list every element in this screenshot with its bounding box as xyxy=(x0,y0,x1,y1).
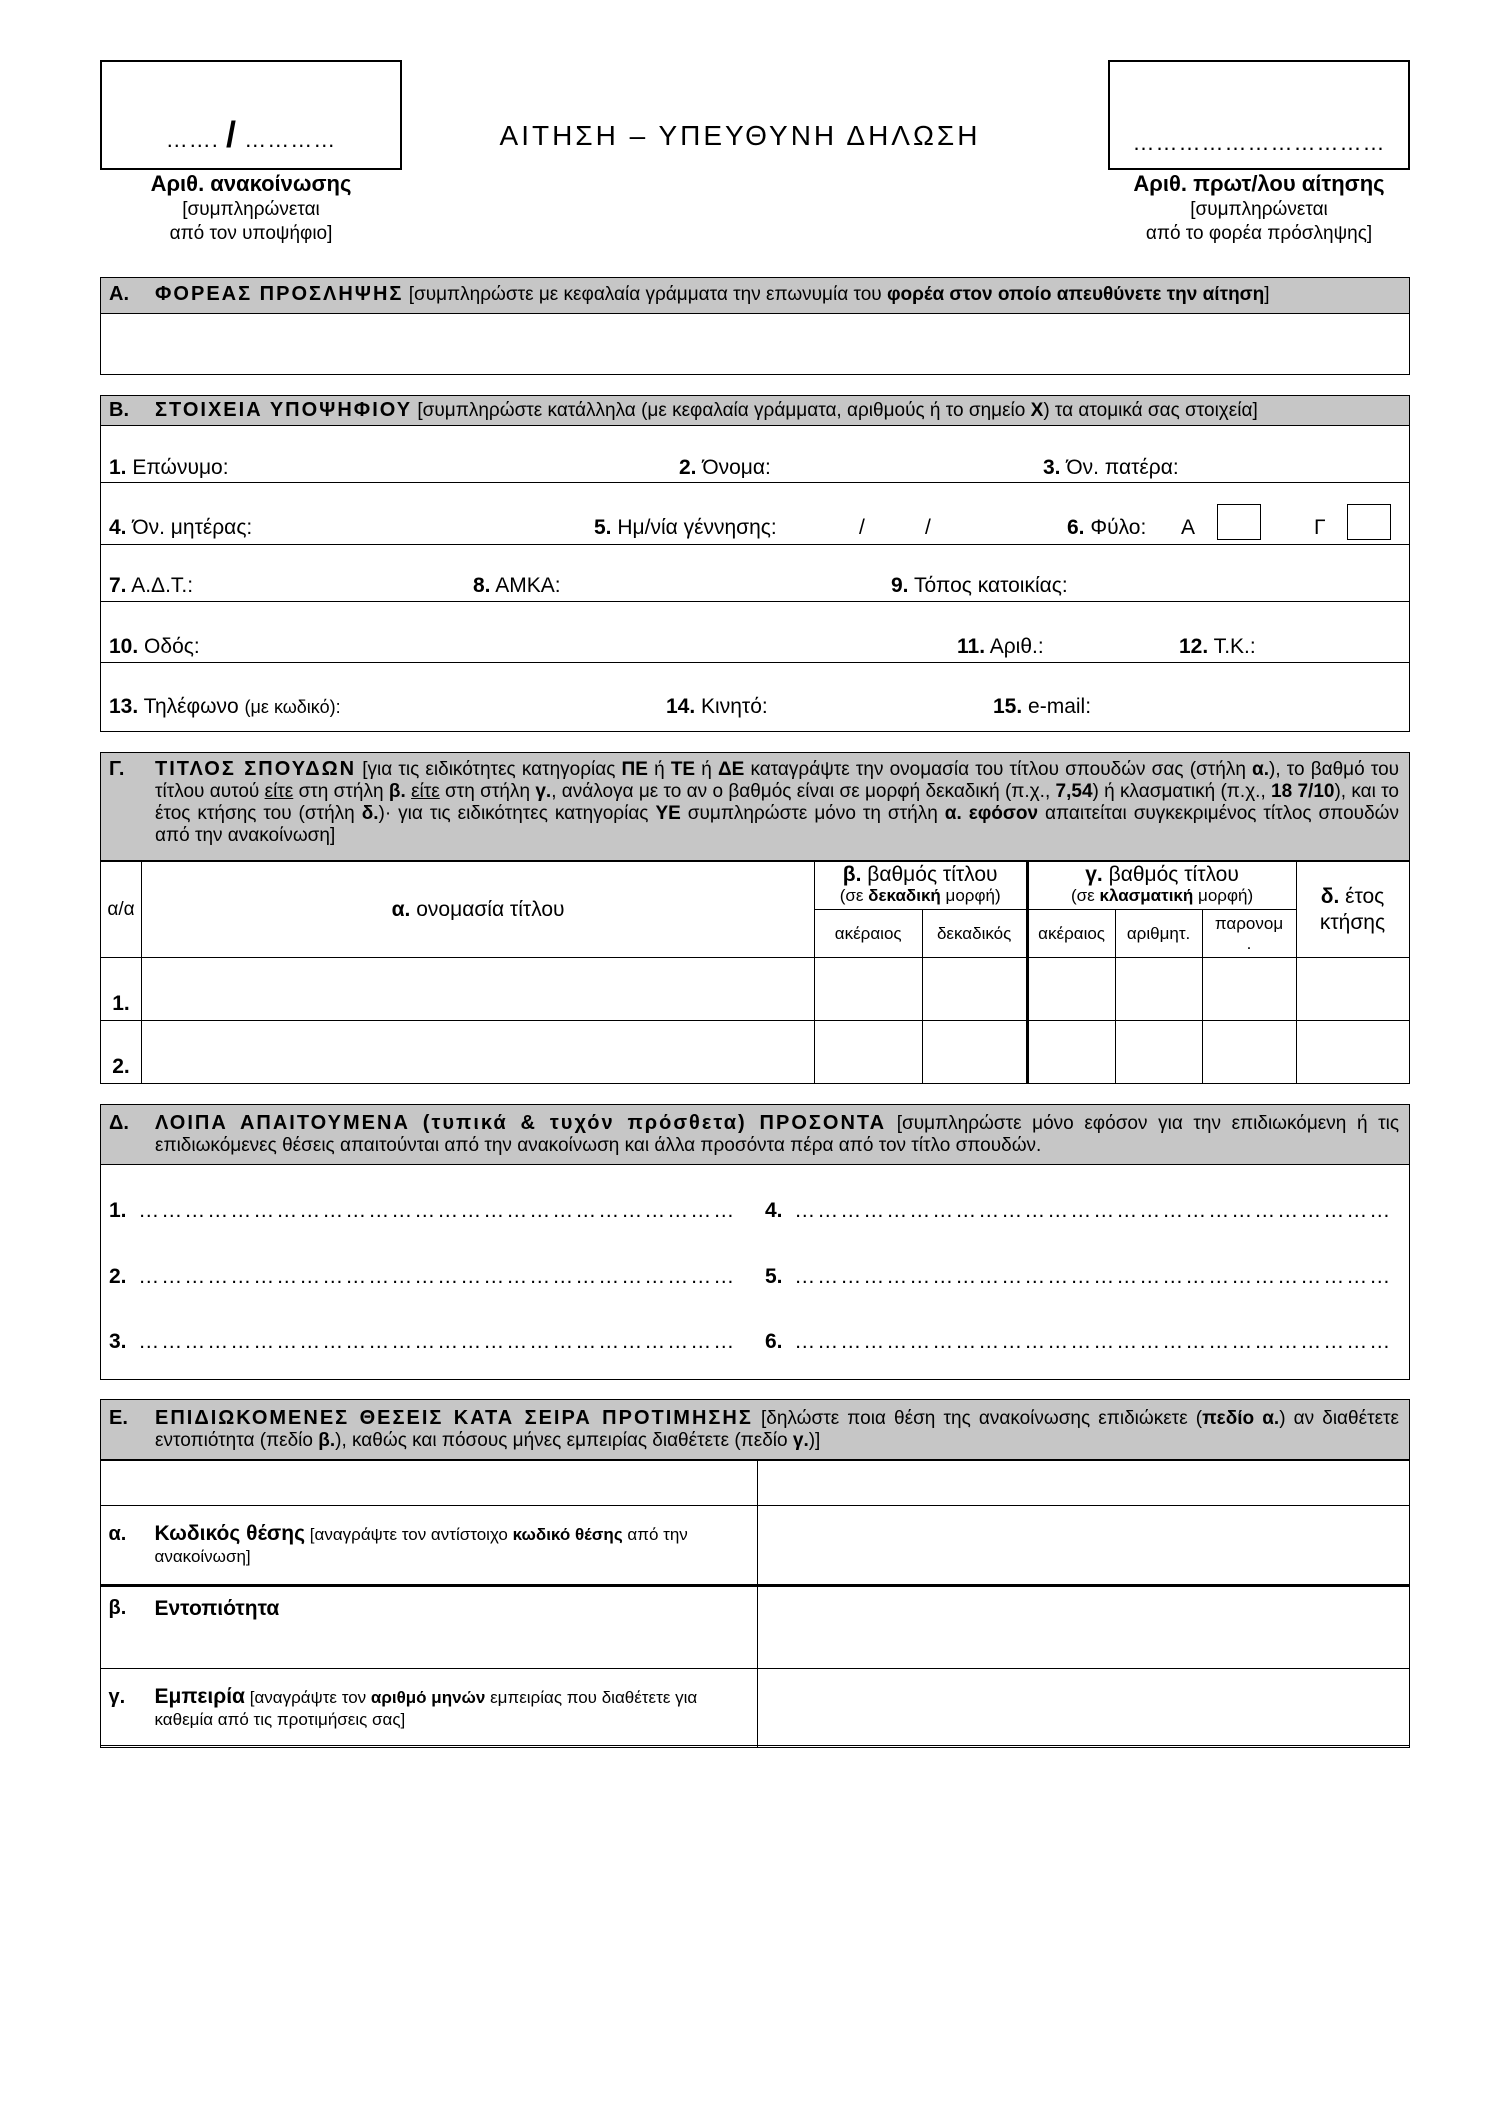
note-text: στη στήλη xyxy=(293,781,389,802)
row-text xyxy=(155,1686,750,1731)
section-letter: Α. xyxy=(109,283,129,305)
field-number: 14. xyxy=(666,695,696,718)
row-note: [αναγράψτε τον αντίστοιχο xyxy=(309,1524,508,1544)
note-text: απαιτείται συγκεκριμένος τίτλος σπουδών από την ανακοίνωση] xyxy=(155,803,1399,846)
section-letter: Β. xyxy=(109,399,129,421)
field-number: 15. xyxy=(993,695,1023,718)
note-bold: ΔΕ xyxy=(717,759,745,780)
section-d-header xyxy=(101,1105,1409,1165)
announcement-number-dots-a: ……. xyxy=(165,127,219,152)
field-label: Τ.Κ.: xyxy=(1213,635,1256,658)
caption-line: [συμπληρώνεται xyxy=(182,199,320,220)
title-name-cell[interactable] xyxy=(142,958,814,1021)
note-text xyxy=(962,803,969,824)
qualification-item-4[interactable] xyxy=(765,1199,1392,1223)
section-g-degree xyxy=(100,752,1410,1084)
row-letter: α. xyxy=(108,1522,127,1545)
field-label: Οδός: xyxy=(144,635,200,658)
field-number: 5. xyxy=(594,516,612,539)
field-number: 7. xyxy=(109,574,127,597)
note-text: ) ή κλασματική (π.χ., xyxy=(1092,781,1272,802)
fraction-int-cell[interactable] xyxy=(1027,1021,1115,1084)
section-title: ΣΤΟΙΧΕΙΑ ΥΠΟΨΗΦΙΟΥ xyxy=(155,399,413,421)
sub-header-numerator: αριθμητ. xyxy=(1115,910,1202,958)
field-label: Όν. πατέρα: xyxy=(1066,456,1179,479)
row-number: 2. xyxy=(100,1021,142,1084)
qualification-item-1[interactable] xyxy=(109,1199,736,1223)
note-text: ), το βαθμό του τίτλου αυτού xyxy=(155,759,1400,802)
residence-field[interactable] xyxy=(891,574,1068,598)
note-bold: 18 7/10 xyxy=(1271,781,1335,802)
fraction-num-cell[interactable] xyxy=(1115,1021,1202,1084)
col-letter: α. xyxy=(391,897,411,921)
id-card-field[interactable] xyxy=(109,574,193,598)
field-number: 11. xyxy=(957,635,986,658)
mother-name-field[interactable] xyxy=(109,516,252,540)
sub-header-integer: ακέραιος xyxy=(814,910,922,958)
section-title: ΤΙΤΛΟΣ ΣΠΟΥΔΩΝ xyxy=(155,758,357,780)
item-dots: …………………………………………………………………… xyxy=(794,1330,1393,1353)
section-title: ΕΠΙΔΙΩΚΟΜΕΝΕΣ ΘΕΣΕΙΣ ΚΑΤΑ ΣΕΙΡΑ ΠΡΟΤΙΜΗΣΗΣ xyxy=(155,1407,753,1429)
field-label: Όνομα: xyxy=(702,456,771,479)
year-cell[interactable] xyxy=(1296,958,1409,1021)
field-label: Τόπος κατοικίας: xyxy=(913,574,1068,597)
note-text: [για τις ειδικότητες κατηγορίας xyxy=(362,759,622,780)
col-label: βαθμός τίτλου xyxy=(867,863,998,886)
section-letter: Γ. xyxy=(109,758,125,780)
decimal-dec-cell[interactable] xyxy=(922,958,1027,1021)
qualification-item-3[interactable] xyxy=(109,1330,736,1354)
note-bold: α. xyxy=(944,803,962,824)
phone-field[interactable] xyxy=(109,695,341,719)
postal-code-field[interactable] xyxy=(1179,635,1256,659)
candidate-row-4 xyxy=(101,602,1409,663)
table-row xyxy=(100,958,1409,1021)
announcement-number-caption xyxy=(100,172,402,246)
section-letter: Δ. xyxy=(109,1112,129,1134)
caption-line: από το φορέα πρόσληψης] xyxy=(1145,223,1373,244)
note-bold: β. xyxy=(388,781,406,802)
fraction-num-cell[interactable] xyxy=(1115,958,1202,1021)
announcement-number-slash: / xyxy=(226,114,238,155)
birth-date-separator: / xyxy=(925,516,931,539)
protocol-number-caption xyxy=(1108,172,1410,246)
col-header-year xyxy=(1296,862,1409,958)
note-text: [δηλώστε ποια θέση της ανακοίνωσης επιδιώκετε ( xyxy=(761,1408,1203,1429)
field-number: 13. xyxy=(109,695,139,718)
gender-male-checkbox[interactable] xyxy=(1217,504,1261,540)
fraction-den-cell[interactable] xyxy=(1202,958,1296,1021)
col-header-decimal-grade xyxy=(814,862,1027,910)
section-note: [συμπληρώστε με κεφαλαία γράμματα την επωνυμία του xyxy=(408,284,882,305)
field-number: 3. xyxy=(1043,456,1061,479)
experience-label xyxy=(100,1669,758,1748)
field-number: 9. xyxy=(891,574,909,597)
year-cell[interactable] xyxy=(1296,1021,1409,1084)
field-label: e-mail: xyxy=(1028,695,1092,718)
item-number: 1. xyxy=(109,1199,127,1222)
field-label: Α.Δ.Τ.: xyxy=(131,574,194,597)
birth-date-field[interactable] xyxy=(594,516,777,540)
field-number: 4. xyxy=(109,516,127,539)
row-text xyxy=(155,1523,750,1568)
document-title: ΑΙΤΗΣΗ – ΥΠΕΥΘΥΝΗ ΔΗΛΩΣΗ xyxy=(499,120,981,151)
field-number: 10. xyxy=(109,635,139,658)
section-title: ΦΟΡΕΑΣ ΠΡΟΣΛΗΨΗΣ xyxy=(155,283,404,305)
field-label: Αριθ.: xyxy=(989,635,1044,658)
note-text: συμπληρώστε xyxy=(680,803,815,824)
announcement-number-dots-b: ………… xyxy=(244,127,337,152)
item-dots: …………………………………………………………………… xyxy=(794,1265,1393,1288)
item-dots: …………………………………………………………………… xyxy=(138,1330,737,1353)
qualification-item-5[interactable] xyxy=(765,1265,1392,1289)
note-text: στη στήλη xyxy=(439,781,536,802)
section-e-positions xyxy=(100,1399,1410,1746)
fraction-den-cell[interactable] xyxy=(1202,1021,1296,1084)
decimal-int-cell[interactable] xyxy=(814,1021,922,1084)
row-note-bold: αριθμό μηνών xyxy=(370,1687,486,1707)
item-dots: …………………………………………………………………… xyxy=(138,1265,737,1288)
item-number: 5. xyxy=(765,1265,783,1288)
section-note xyxy=(155,758,1399,847)
section-title: ΛΟΙΠΑ ΑΠΑΙΤΟΥΜΕΝΑ (τυπικά & τυχόν πρόσθετα) ΠΡΟΣΟΝΤΑ xyxy=(155,1112,887,1134)
note-text: ή xyxy=(695,759,718,780)
note-bold: εφόσον xyxy=(968,803,1039,824)
note-bold: 7,54 xyxy=(1055,781,1093,802)
first-name-field[interactable] xyxy=(679,456,771,480)
announcement-number-slot xyxy=(102,114,400,156)
section-e-header xyxy=(101,1400,1409,1460)
position-code-row xyxy=(100,1506,1409,1586)
gender-female-label: Γ xyxy=(1314,516,1326,539)
field-number: 8. xyxy=(473,574,491,597)
note-bold: ΤΕ xyxy=(670,759,696,780)
item-number: 6. xyxy=(765,1330,783,1353)
note-bold: β. xyxy=(318,1430,336,1451)
field-label: ΑΜΚΑ: xyxy=(495,574,561,597)
row-letter: γ. xyxy=(108,1685,126,1708)
note-text: ) αν διαθέτετε εντοπιότητα (πεδίο xyxy=(155,1408,1400,1451)
application-protocol-box[interactable] xyxy=(1108,60,1410,170)
section-a-employer xyxy=(100,277,1410,375)
note-text: , ανάλογα με το αν ο βαθμός είναι σε μορφή δεκαδική (π.χ., xyxy=(551,781,1056,802)
note-bold: γ. xyxy=(535,781,552,802)
sub-header-text: . xyxy=(1246,933,1252,953)
candidate-row-3 xyxy=(101,545,1409,602)
caption-line: [συμπληρώνεται xyxy=(1190,199,1328,220)
note-text: τη στήλη xyxy=(855,803,945,824)
amka-field[interactable] xyxy=(473,574,561,598)
section-b-header xyxy=(101,396,1409,426)
sub-header-denominator xyxy=(1202,910,1296,958)
section-note xyxy=(155,1407,1399,1452)
qualification-item-2[interactable] xyxy=(109,1265,736,1289)
col-sub: μορφή) xyxy=(945,886,1001,905)
item-number: 3. xyxy=(109,1330,127,1353)
item-dots: …………………………………………………………………… xyxy=(138,1199,737,1222)
row-note: από την ανακοίνωση] xyxy=(154,1524,688,1566)
surname-field[interactable] xyxy=(109,456,229,480)
section-note: ] xyxy=(1264,284,1270,305)
field-label: Φύλο: xyxy=(1090,516,1147,539)
note-text: ), καθώς και πόσους μήνες εμπειρίας διαθέτετε (πεδίο xyxy=(335,1430,793,1451)
row-title: Εντοπιότητα xyxy=(154,1597,280,1620)
col-letter: γ. xyxy=(1085,863,1103,886)
col-sub: (σε xyxy=(839,886,864,905)
field-label: Επώνυμο: xyxy=(132,456,229,479)
employer-name-field[interactable] xyxy=(101,314,1409,374)
blank-cell xyxy=(100,1461,758,1506)
note-text: )] xyxy=(808,1430,821,1451)
col-header-aa: α/α xyxy=(100,862,142,958)
section-b-candidate xyxy=(100,395,1410,732)
table-row xyxy=(100,1021,1409,1084)
title-name-cell[interactable] xyxy=(142,1021,814,1084)
field-number: 12. xyxy=(1179,635,1209,658)
protocol-number-slot: …………………………… xyxy=(1132,130,1386,155)
qualification-item-6[interactable] xyxy=(765,1330,1392,1354)
col-label: βαθμός τίτλου xyxy=(1108,863,1239,886)
section-note-bold: Χ xyxy=(1030,400,1044,421)
position-code-label xyxy=(100,1506,758,1586)
gender-female-checkbox[interactable] xyxy=(1347,504,1391,540)
col-label: κτήσης xyxy=(1319,910,1386,934)
row-letter: β. xyxy=(108,1597,127,1619)
section-d-qualifications xyxy=(100,1104,1410,1380)
note-bold: πεδίο α. xyxy=(1202,1408,1280,1429)
field-label: Όν. μητέρας: xyxy=(132,516,253,539)
positions-table xyxy=(100,1460,1410,1748)
col-header-title-name xyxy=(142,862,814,958)
col-letter: δ. xyxy=(1320,884,1340,908)
col-letter: β. xyxy=(842,863,862,886)
locality-row xyxy=(100,1586,1409,1669)
fraction-int-cell[interactable] xyxy=(1027,958,1115,1021)
field-number: 6. xyxy=(1067,516,1085,539)
field-label: Τηλέφωνο xyxy=(143,695,239,718)
row-note: εμπειρίας που διαθέτετε για καθεμία από τις προτιμήσεις σας] xyxy=(154,1687,698,1729)
note-text: ), και το έτος κτήσης του (στήλη xyxy=(155,781,1399,824)
decimal-dec-cell[interactable] xyxy=(922,1021,1027,1084)
col-sub: (σε xyxy=(1071,886,1095,905)
father-name-field[interactable] xyxy=(1043,456,1179,480)
section-note xyxy=(155,1112,1399,1157)
section-note: [συμπληρώστε κατάλληλα (με κεφαλαία γράμματα, αριθμούς ή το σημείο xyxy=(417,400,1026,421)
field-label: Κινητό: xyxy=(701,695,768,718)
gender-field xyxy=(1067,516,1146,540)
col-sub-bold: κλασματική xyxy=(1099,886,1194,905)
col-sub-bold: δεκαδική xyxy=(868,886,941,905)
field-number: 1. xyxy=(109,456,127,479)
experience-input[interactable] xyxy=(758,1669,1409,1748)
note-text: )· για τις ειδικότητες κατηγορίας xyxy=(378,803,656,824)
row-title: Κωδικός θέσης xyxy=(154,1521,306,1545)
note-bold: ΠΕ xyxy=(621,759,648,780)
row-note: [αναγράψτε τον xyxy=(249,1687,367,1707)
note-underline: είτε xyxy=(411,781,440,802)
blank-cell xyxy=(758,1461,1409,1506)
note-bold: δ. xyxy=(361,803,379,824)
note-text: μόνο xyxy=(814,803,856,824)
gender-male-label: Α xyxy=(1181,516,1196,539)
locality-input[interactable] xyxy=(758,1586,1409,1669)
col-header-fraction-grade xyxy=(1027,862,1296,910)
note-bold: ΥΕ xyxy=(655,803,681,824)
section-a-header xyxy=(101,278,1409,314)
locality-label xyxy=(100,1586,758,1669)
decimal-int-cell[interactable] xyxy=(814,958,922,1021)
col-label: έτος xyxy=(1345,884,1385,908)
candidate-row-1 xyxy=(101,426,1409,483)
street-number-field[interactable] xyxy=(957,635,1044,659)
col-sub: μορφή) xyxy=(1198,886,1254,905)
field-number: 2. xyxy=(679,456,697,479)
street-field[interactable] xyxy=(109,635,200,659)
note-bold: α. xyxy=(1252,759,1269,780)
section-note: ) τα ατομικά σας στοιχεία] xyxy=(1043,400,1258,421)
section-g-header xyxy=(101,753,1409,861)
sub-header-text: παρονομ xyxy=(1214,913,1284,933)
sub-header-decimal: δεκαδικός xyxy=(922,910,1027,958)
item-dots: …………………………………………………………………… xyxy=(794,1199,1393,1222)
row-title: Εμπειρία xyxy=(154,1684,245,1708)
mobile-field[interactable] xyxy=(666,695,768,719)
email-field[interactable] xyxy=(993,695,1091,719)
col-label: ονομασία τίτλου xyxy=(416,897,565,921)
row-number: 1. xyxy=(100,958,142,1021)
experience-row xyxy=(100,1669,1409,1748)
field-label: Ημ/νία γέννησης: xyxy=(617,516,777,539)
sub-header-integer: ακέραιος xyxy=(1027,910,1115,958)
item-number: 2. xyxy=(109,1265,127,1288)
position-code-input[interactable] xyxy=(758,1506,1409,1586)
note-bold: γ. xyxy=(792,1430,809,1451)
announcement-number-label: Αριθ. ανακοίνωσης xyxy=(150,171,352,196)
note-text: ή xyxy=(647,759,671,780)
degree-table xyxy=(100,861,1410,1084)
row-note-bold: κωδικό θέσης xyxy=(512,1524,623,1544)
caption-line: από τον υποψήφιο] xyxy=(169,223,333,244)
protocol-number-label: Αριθ. πρωτ/λου αίτησης xyxy=(1133,171,1385,196)
note-text: καταγράψτε την ονομασία του τίτλου σπουδών σας (στήλη xyxy=(744,759,1253,780)
candidate-row-5 xyxy=(101,663,1409,731)
candidate-row-2 xyxy=(101,483,1409,545)
note-underline: είτε xyxy=(264,781,294,802)
field-label-small: (με κωδικό): xyxy=(244,697,341,717)
announcement-number-box[interactable] xyxy=(100,60,402,170)
item-number: 4. xyxy=(765,1199,783,1222)
birth-date-separator: / xyxy=(859,516,865,539)
section-note-bold: φορέα στον οποίο απευθύνετε την αίτηση xyxy=(886,284,1265,305)
section-note-text: [συμπληρώστε μόνο εφόσον για την επιδιωκόμενη ή τις επιδιωκόμενες θέσεις απαιτούνται από την ανακοίνωση και άλλα προσόντα πέρα από τον τίτλο σπουδών. xyxy=(155,1113,1399,1156)
section-letter: Ε. xyxy=(109,1407,128,1429)
